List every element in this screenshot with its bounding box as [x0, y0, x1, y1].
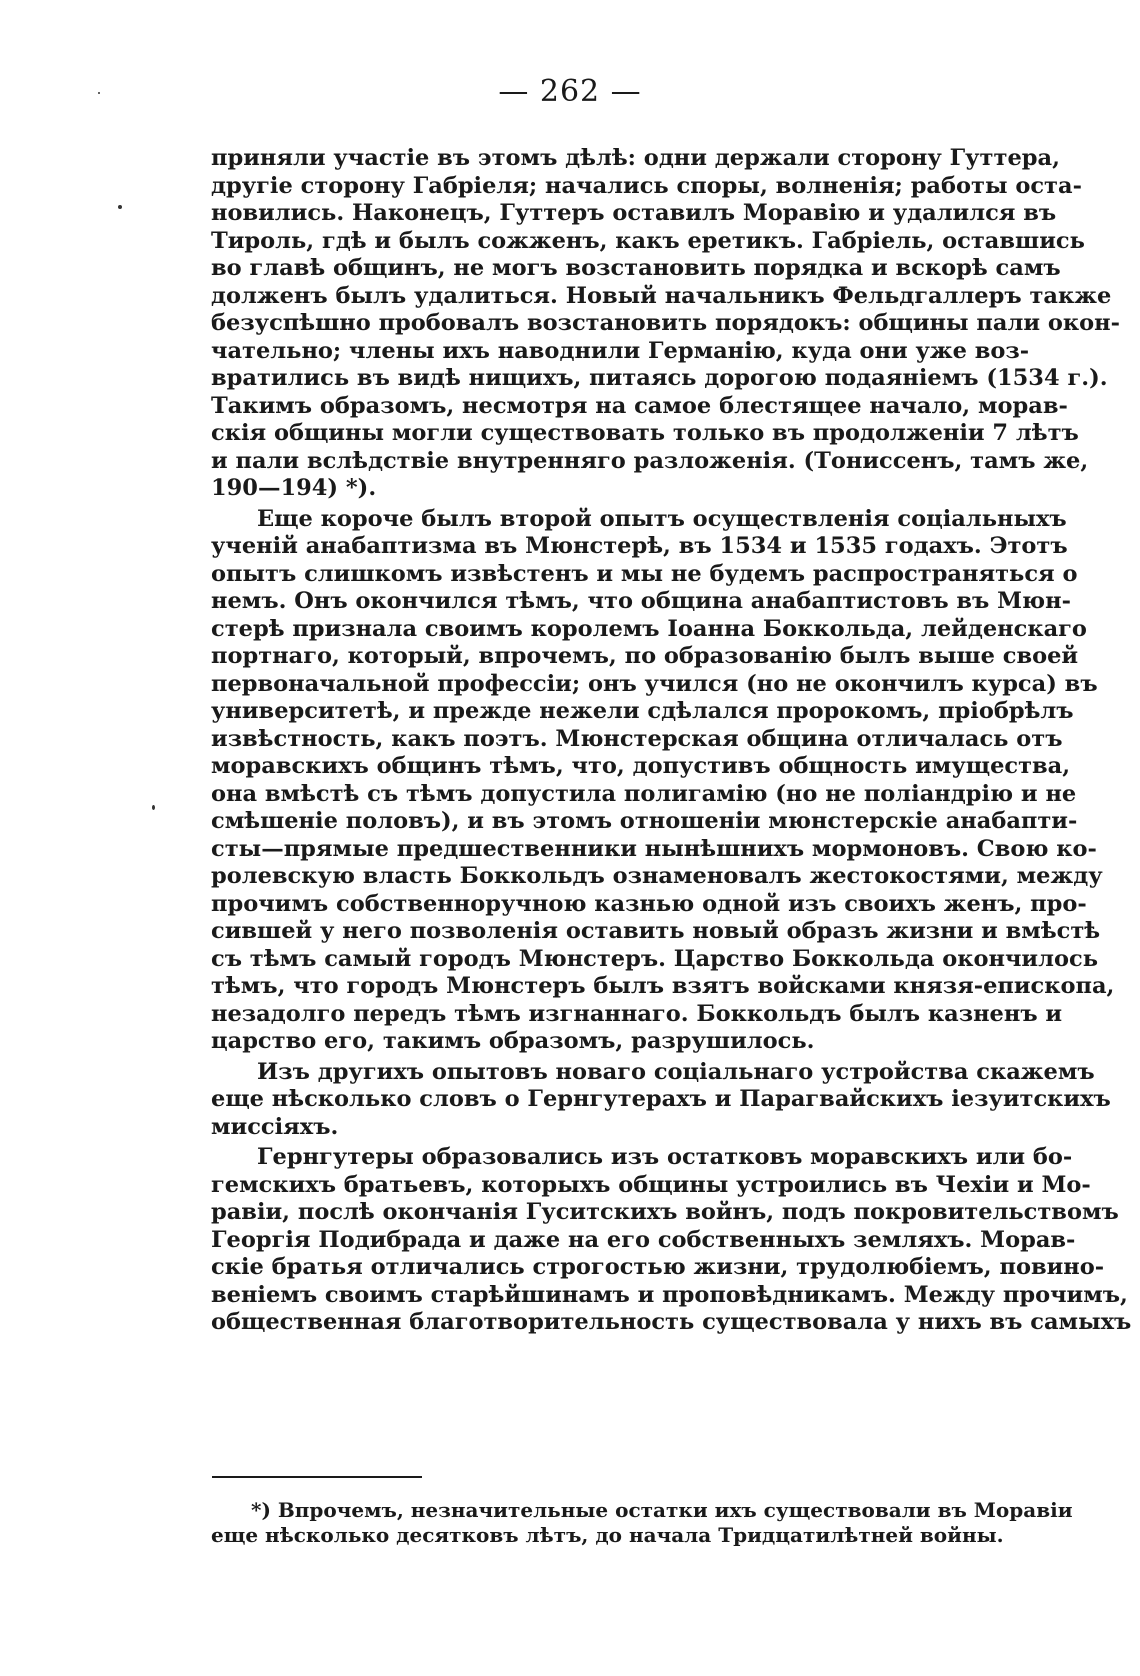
- text-line: гемскихъ братьевъ, которыхъ общины устроились въ Чехіи и Мо-: [211, 1171, 1091, 1198]
- footnote-line: *) Впрочемъ, незначительные остатки ихъ существовали въ Моравіи: [251, 1498, 1073, 1522]
- paragraph-start-line: Гернгутеры образовались изъ остатковъ моравскихъ или бо-: [257, 1144, 1073, 1170]
- paragraph-start-line: Еще короче былъ второй опытъ осуществленія соціальныхъ: [257, 505, 1067, 532]
- page-number: — 262 —: [498, 74, 642, 109]
- text-line: Георгія Подибрада и даже на его собственныхъ земляхъ. Морав-: [211, 1226, 1076, 1253]
- text-line: прочимъ собственноручною казнью одной изъ своихъ женъ, про-: [211, 890, 1087, 917]
- text-line: моравскихъ общинъ тѣмъ, что, допустивъ общность имущества,: [211, 753, 1071, 779]
- text-line: университетѣ, и прежде нежели сдѣлался пророкомъ, пріобрѣлъ: [211, 698, 1074, 724]
- main-text: [211, 145, 1132, 1337]
- text-line: извѣстность, какъ поэтъ. Мюнстерская община отличалась отъ: [211, 725, 1063, 752]
- footnote-line: еще нѣсколько десятковъ лѣтъ, до начала Тридцатилѣтней войны.: [211, 1523, 1004, 1547]
- text-line: стерѣ признала своимъ королемъ Іоанна Боккольда, лейденскаго: [211, 615, 1087, 642]
- footnote-divider: [212, 1476, 422, 1478]
- text-line: 190—194) *).: [211, 475, 377, 501]
- text-line: другіе сторону Габріеля; начались споры, волненія; работы оста-: [211, 172, 1082, 199]
- text-line: приняли участіе въ этомъ дѣлѣ: одни держали сторону Гуттера,: [211, 145, 1060, 171]
- text-line: равіи, послѣ окончанія Гуситскихъ войнъ, подъ покровительствомъ: [211, 1199, 1119, 1225]
- footnote: [211, 1498, 1073, 1548]
- text-line: ученій анабаптизма въ Мюнстерѣ, въ 1534 и 1535 годахъ. Этотъ: [211, 533, 1068, 559]
- text-line: во главѣ общинъ, не могъ возстановить порядка и вскорѣ самъ: [211, 255, 1061, 281]
- text-line: вратились въ видѣ нищихъ, питаясь дорогою подаяніемъ (1534 г.).: [211, 365, 1108, 391]
- text-line: новились. Наконецъ, Гуттеръ оставилъ Моравію и удалился въ: [211, 200, 1057, 226]
- text-line: ролевскую власть Боккольдъ ознаменовалъ жестокостями, между: [211, 863, 1103, 889]
- text-line: чательно; члены ихъ наводнили Германію, куда они уже воз-: [211, 337, 1030, 364]
- text-line: сившей у него позволенія оставить новый образъ жизни и вмѣстѣ: [211, 918, 1101, 944]
- text-line: общественная благотворительность существовала у нихъ въ самыхъ: [211, 1309, 1132, 1335]
- text-line: царство его, такимъ образомъ, разрушилось.: [211, 1028, 815, 1054]
- text-line: миссіяхъ.: [211, 1113, 339, 1140]
- text-line: сты—прямые предшественники нынѣшнихъ мормоновъ. Свою ко-: [211, 835, 1097, 862]
- text-line: еще нѣсколько словъ о Гернгутерахъ и Парагвайскихъ іезуитскихъ: [211, 1086, 1111, 1112]
- text-line: опытъ слишкомъ извѣстенъ и мы не будемъ распространяться о: [211, 560, 1078, 587]
- text-line: скіе братья отличались строгостью жизни, трудолюбіемъ, повино-: [211, 1254, 1105, 1280]
- text-line: она вмѣстѣ съ тѣмъ допустила полигамію (но не поліандрію и не: [211, 780, 1077, 807]
- text-line: долженъ былъ удалиться. Новый начальникъ Фельдгаллеръ также: [211, 282, 1112, 309]
- scan-speck: [98, 92, 100, 94]
- text-line: портнаго, который, впрочемъ, по образованію былъ выше своей: [211, 643, 1079, 669]
- text-line: и пали вслѣдствіе внутренняго разложенія. (Тониссенъ, тамъ же,: [211, 447, 1089, 474]
- scan-speck: [152, 805, 155, 810]
- scan-speck: [118, 205, 122, 209]
- text-line: веніемъ своимъ старѣйшинамъ и проповѣдникамъ. Между прочимъ,: [211, 1281, 1128, 1308]
- text-line: Такимъ образомъ, несмотря на самое блестящее начало, морав-: [211, 392, 1068, 419]
- text-line: незадолго передъ тѣмъ изгнаннаго. Боккольдъ былъ казненъ и: [211, 1000, 1063, 1027]
- text-line: немъ. Онъ окончился тѣмъ, что община анабаптистовъ въ Мюн-: [211, 588, 1071, 614]
- paragraph-start-line: Изъ другихъ опытовъ новаго соціальнаго устройства скажемъ: [257, 1058, 1095, 1085]
- text-line: тѣмъ, что городъ Мюнстеръ былъ взятъ войсками князя-епископа,: [211, 973, 1115, 999]
- text-line: съ тѣмъ самый городъ Мюнстеръ. Царство Боккольда окончилось: [211, 945, 1098, 972]
- text-line: Тироль, гдѣ и былъ сожженъ, какъ еретикъ. Габріель, оставшись: [211, 227, 1085, 254]
- text-line: первоначальной профессіи; онъ учился (но не окончилъ курса) въ: [211, 670, 1098, 697]
- text-line: скія общины могли существовать только въ продолженіи 7 лѣтъ: [211, 420, 1079, 446]
- text-line: безуспѣшно пробовалъ возстановить порядокъ: общины пали окон-: [211, 310, 1120, 336]
- text-line: смѣшеніе половъ), и въ этомъ отношеніи мюнстерскіе анабапти-: [211, 808, 1078, 834]
